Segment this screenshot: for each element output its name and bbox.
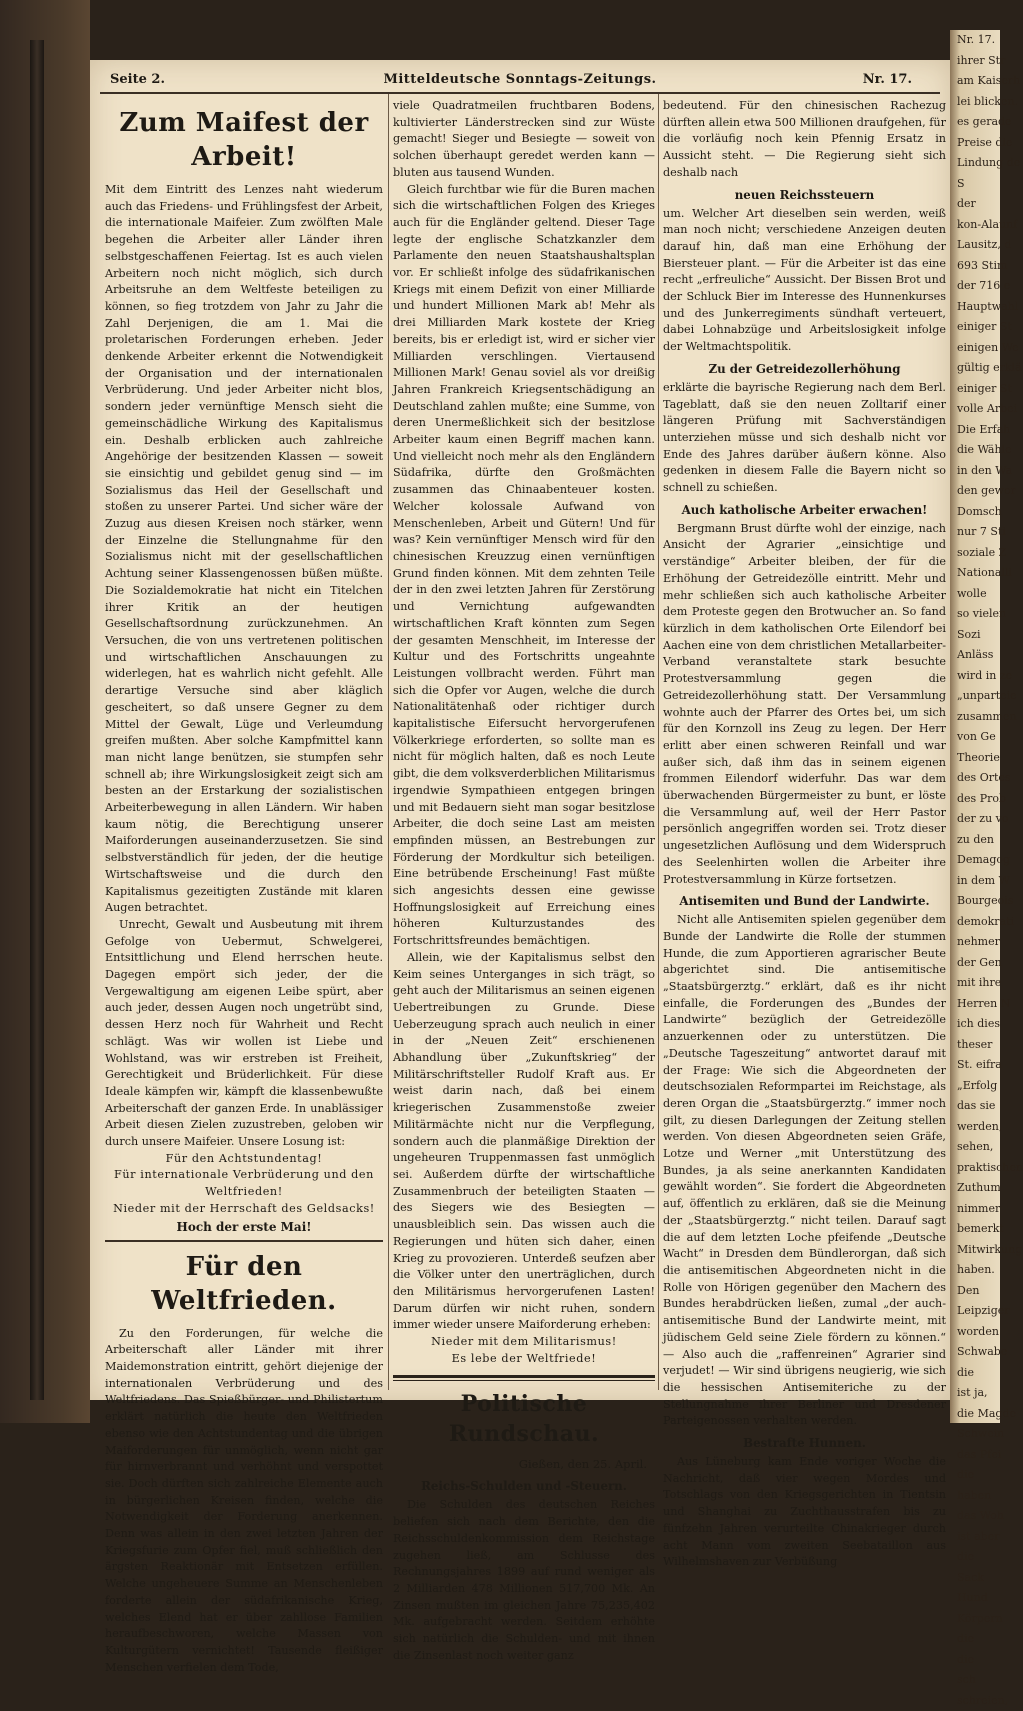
adjacent-page-fragment: zusammen bbox=[950, 707, 1000, 728]
adjacent-page-edge bbox=[950, 30, 1000, 1423]
column-divider bbox=[658, 94, 659, 1390]
news-subheading: Reichs-Schulden und -Steuern. bbox=[393, 1477, 655, 1495]
adjacent-page-fragment: Hauptwahl bbox=[950, 297, 1000, 318]
adjacent-page-fragment: Preise die bbox=[950, 133, 1000, 154]
adjacent-page-fragment: „unparteie bbox=[950, 686, 1000, 707]
adjacent-page-fragment: des Prob bbox=[950, 789, 1000, 810]
slogan-line: Nieder mit der Herrschaft des Geldsacks! bbox=[105, 1201, 383, 1218]
book-spine bbox=[30, 40, 44, 1400]
column-2 bbox=[393, 98, 655, 1390]
adjacent-page-fragment: Nr. 17. bbox=[950, 30, 1000, 51]
article-title: Zum Maifest der Arbeit! bbox=[105, 106, 383, 174]
column-1 bbox=[105, 98, 383, 1390]
adjacent-page-fragment: Mitwirkung bbox=[950, 1240, 1000, 1261]
header-rule bbox=[100, 92, 940, 94]
article-body: Zu den Forderungen, für welche die Arbeiterschaft aller Länder mit ihrer Maidemonstration eintritt, gehört diejenige der internationalen Verbrüderung und des Weltfriedens. Das Spießbürger- und Philistertum erklärt natürlich die heute den Weltfrieden ebenso wie den Achtstundentag und die übrigen Maiforderungen für unmöglich, wenn nicht gar für hirnverbrannt und verhöhnt und verspottet sie. Doch dürften sich zahlreiche Elemente auch in bürgerlichen Kreisen finden, welche die Notwendigkeit der Forderung anerkennen. Denn was allein in den zwei letzten Jahren der Kriegsfurie zum Opfer fiel, muß schließlich den ärgsten Reaktionär mit Entsetzen erfüllen. Welche ungeheuere Summe an Menschenleben forderte allein der südafrikanische Krieg, welches Elend hat er über zahllose Familien heraufbeschworen, welche Massen von Kulturgütern vernichtet! Tausende fleißiger Menschen verfielen dem Tode, bbox=[105, 1326, 383, 1677]
slogan-line: Für den Achtstundentag! bbox=[105, 1151, 383, 1168]
news-subheading: Bestrafte Hunnen. bbox=[663, 1434, 946, 1452]
column-3 bbox=[663, 98, 946, 1390]
adjacent-page-fragment: die Wähle bbox=[950, 440, 1000, 461]
article-body: Unrecht, Gewalt und Ausbeutung mit ihrem Gefolge von Uebermut, Schwelgerei, Entsittlichung und Elend herrschen heute. Dagegen empört sich jeder, der die Vergewaltigung am eigenen Leibe spürt, aber auch jeder, dessen Augen noch ungetrübt sind, dessen Herz noch für Wahrheit und Recht schlägt. Was wir wollen ist Liebe und Wohlstand, was wir erstreben ist Freiheit, Gerechtigkeit und Brüderlichkeit. Für diese Ideale kämpfen wir, kämpft die klassenbewußte Arbeiterschaft der ganzen Erde. In unablässiger Arbeit diesen Zielen zuzustreben, geloben wir durch unsere Maifeier. Unsere Losung ist: bbox=[105, 917, 383, 1151]
adjacent-page-fragment: Sack bbox=[950, 1568, 1000, 1589]
adjacent-page-fragment: haben bbox=[950, 1486, 1000, 1507]
adjacent-page-fragment: werden, bbox=[950, 1117, 1000, 1138]
adjacent-page-fragment: nehmer bbox=[950, 932, 1000, 953]
adjacent-page-fragment: worden bbox=[950, 1322, 1000, 1343]
adjacent-page-fragment: Demagog bbox=[950, 850, 1000, 871]
adjacent-page-fragment: den gewor bbox=[950, 481, 1000, 502]
article-body: Allein, wie der Kapitalismus selbst den Keim seines Unterganges in sich trägt, so geht auch der Militarismus an seinen eigenen Uebertreibungen zu Grunde. Diese Ueberzeugung sprach auch neulich in einer in der „Neuen Zeit“ erschienenen Abhandlung über „Zukunftskrieg“ der Militärschriftsteller Rudolf Kraft aus. Er weist darin nach, daß bei einem kriegerischen Zusammenstoße zweier Militärmächte nicht nur die Verpflegung, sondern auch die planmäßige Direktion der ungeheuren Truppenmassen fast unmöglich sei. Außerdem dürfte der wirtschaftliche Zusammenbruch der beteiligten Staaten — des Siegers wie des Besiegten — unausbleiblich sein. Das wissen auch die Regierungen und hüten sich daher, einen Krieg zu provozieren. Unterdeß seufzen aber die Völker unter den unerträglichen, durch den Militärismus hervorgerufenen Lasten! Darum dürfen wir nicht ruhen, sondern immer wieder unsere Maiforderung erheben: bbox=[393, 950, 655, 1334]
adjacent-page-fragment: Zuthum bbox=[950, 1178, 1000, 1199]
scanner-background bbox=[0, 0, 90, 1423]
adjacent-page-fragment: lei blicken. bbox=[950, 92, 1000, 113]
adjacent-page-fragment: des Ortes bbox=[950, 768, 1000, 789]
adjacent-page-fragment: der bbox=[950, 194, 1000, 215]
adjacent-page-fragment: es gerade bbox=[950, 112, 1000, 133]
article-body: Mit dem Eintritt des Lenzes naht wiederum auch das Friedens- und Frühlingsfest der Arbeit, die internationale Maifeier. Zum zwölften Male begehen die Arbeiter aller Länder ihren selbstgeschaffenen Feiertag. Ist es auch vielen Arbeitern noch nicht möglich, sich durch Arbeitsruhe an dem Weltfeste beteiligen zu können, so fieg trotzdem von Jahr zu Jahr die Zahl Derjenigen, die am 1. Mai die proletarischen Forderungen erheben. Jeder denkende Arbeiter erkennt die Notwendigkeit der Organisation und der internationalen Verbrüderung. Und jeder Arbeiter nicht blos, sondern jeder vernünftige Mensch sieht die gemeinschädliche Wirkung des Kapitalismus ein. Deshalb erblicken auch zahlreiche Angehörige der besitzenden Klassen — soweit sie einsichtig und gebildet genug sind — im Sozialismus das Heil der Gesellschaft und stoßen zu unserer Partei. Und sicher wäre der Zuzug aus diesen Kreisen noch stärker, wenn der Einzelne die Stellungnahme für den Sozialismus nicht mit der gesellschaftlichen Achtung seiner Klassengenossen büßen müßte. Die Sozialdemokratie hat nicht ein Titelchen ihrer Kritik an der heutigen Gesellschaftsordnung zurückzunehmen. An Versuchen, die von uns vertretenen politischen und wirtschaftlichen Anschauungen zu widerlegen, hat es wahrlich nicht gefehlt. Alle derartige Versuche sind aber kläglich gescheitert, so daß unsere Gegner zu dem Mittel der Gewalt, Lüge und Verleumdung greifen mußten. Aber solche Kampfmittel kann man nicht lange benützen, sie stumpfen sehr schnell ab; ihre Wirkungslosigkeit zeigt sich am besten an der Erstarkung der sozialistischen Arbeiterbewegung in allen Ländern. Wir haben kaum nötig, die Berechtigung unserer Maiforderungen auseinanderzusetzen. Sie sind selbstverständlich für jeden, der die heutige Wirtschaftsweise und die durch den Kapitalismus gezeitigten Zustände mit klaren Augen betrachtet. bbox=[105, 182, 383, 917]
adjacent-page-fragment: einiger St bbox=[950, 317, 1000, 338]
adjacent-page-fragment: sehen, bbox=[950, 1137, 1000, 1158]
adjacent-page-fragment: der Gen bbox=[950, 953, 1000, 974]
article-cheer: Hoch der erste Mai! bbox=[105, 1220, 383, 1234]
adjacent-page-fragment: Herren N bbox=[950, 994, 1000, 1015]
adjacent-page-fragment: kon-Alaunf bbox=[950, 215, 1000, 236]
adjacent-page-fragment: Bourgeois bbox=[950, 891, 1000, 912]
adjacent-page-fragment: sch bbox=[950, 1670, 1000, 1691]
adjacent-page-fragment: 693 Stim bbox=[950, 256, 1000, 277]
adjacent-page-fragment: Sozi bbox=[950, 625, 1000, 646]
article-body: Nicht alle Antisemiten spielen gegenüber dem Bunde der Landwirte die Rolle der stummen Hunde, die zum Apportieren agrarischer Beute abgerichtet sind. Die antisemitische „Staatsbürgerztg.“ erklärt, daß es ihr nicht einfalle, die Forderungen des „Bundes der Landwirte“ bezüglich der Getreidezölle anzuerkennen oder zu unterstützen. Die „Deutsche Tageszeitung“ antwortet darauf mit der Frage: Wie sich die Abgeordneten der deutschsozialen Reformpartei im Reichstage, als deren Organ die „Staatsbürgerztg.“ immer noch gilt, zu diesen Darlegungen der Zeitung stellen werden. Von diesen Abgeordneten seien Gräfe, Lotze und Werner „mit Unterstützung des Bundes, ja als seine anerkannten Kandidaten gewählt worden“. Sie fordert die Abgeordneten auf, öffentlich zu erklären, daß sie die Meinung der „Staatsbürgerztg.“ nicht teilen. Darauf sagt die auf dem letzten Loche pfeifende „Deutsche Wacht“ in Dresden dem Bündlerorgan, daß sich die antisemitischen Abgeordneten nicht in die Rolle von Hörigen gegenüber den Machern des Bundes herabdrücken ließen, zumal „der auch-antisemitische Bund der Landwirte meint, mit jüdischem Geld seine Ziele fördern zu können.“ — Also auch die „raffenreinen“ Agrarier sind verjudet! — Wir sind übrigens neugierig, wie sich die hessischen Antisemiteriche zu der Stellungnahme ihrer Berliner und Dresdener Parteigenossen verhalten werden. bbox=[663, 912, 946, 1430]
article-title: Für den Weltfrieden. bbox=[105, 1250, 383, 1318]
article-body: Bergmann Brust dürfte wohl der einzige, nach Ansicht der Agrarier „einsichtige und verständige“ Arbeiter bleiben, der für die Erhöhung der Getreidezölle eintritt. Mehr und mehr schließen sich auch katholische Arbeiter dem Proteste gegen den Brotwucher an. So fand kürzlich in dem katholischen Orte Eilendorf bei Aachen eine von dem christlichen Metallarbeiter-Verband veranstaltete stark besuchte Protestversammlung gegen die Getreidezollerhöhung statt. Der Versammlung wohnte auch der Pfarrer des Ortes bei, um sich für den Kornzoll ins Zeug zu legen. Der Herr erlitt aber einen schweren Reinfall und war außer sich, daß ihm das in seinem eigenen frommen Eilendorf widerfuhr. Das war dem überwachenden Bürgermeister zu bunt, er löste die Versammlung auf, weil der Herr Pastor persönlich angegriffen worden sei. Trotz dieser ungesetzlichen Auflösung und dem Widerspruch des Seelenhirten wollen die Arbeiter ihre Protestversammlung in Kürze fortsetzen. bbox=[663, 521, 946, 888]
adjacent-page-fragment: die bbox=[950, 1465, 1000, 1486]
adjacent-page-fragment: Körpern bbox=[950, 1609, 1000, 1630]
adjacent-page-fragment: wolle bbox=[950, 584, 1000, 605]
adjacent-page-fragment: haben. bbox=[950, 1260, 1000, 1281]
adjacent-page-fragment: Theorie bbox=[950, 748, 1000, 769]
adjacent-page-fragment: Die Erfah bbox=[950, 420, 1000, 441]
news-subheading: neuen Reichssteuern bbox=[663, 186, 946, 204]
adjacent-page-fragment: schreien, bbox=[950, 1691, 1000, 1711]
news-subheading: Zu der Getreidezollerhöhung bbox=[663, 360, 946, 378]
adjacent-page-fragment: demokrati bbox=[950, 912, 1000, 933]
article-body: Aus Lüneburg kam Ende voriger Woche die Nachricht, daß vier wegen Mordes und Totschlags von den Kriegsgerichten in Tientsin und Shanghai zu Zuchthausstrafen bis zu fünfzehn Jahren verurteilte Chinakrieger durch acht Mann vom zweiten Seebataillon aus Wilhelmshaven zur Verbüßung bbox=[663, 1454, 946, 1571]
adjacent-page-fragment: St. eifra bbox=[950, 1055, 1000, 1076]
adjacent-page-fragment: Anläss bbox=[950, 645, 1000, 666]
adjacent-page-fragment: Domsch bbox=[950, 502, 1000, 523]
adjacent-page-fragment: gültig erklä bbox=[950, 358, 1000, 379]
adjacent-page-fragment: volle Arbei bbox=[950, 399, 1000, 420]
adjacent-page-fragment: die Magde bbox=[950, 1404, 1000, 1425]
adjacent-page-fragment: der 716 e bbox=[950, 276, 1000, 297]
adjacent-page-fragment: nimmer bbox=[950, 1199, 1000, 1220]
adjacent-page-fragment: zu den bbox=[950, 830, 1000, 851]
adjacent-page-fragment: bemerkt bbox=[950, 1219, 1000, 1240]
article-body: um. Welcher Art dieselben sein werden, weiß man noch nicht; verschiedene Anzeigen deuten darauf hin, daß man eine Erhöhung der Biersteuer plant. — Für die Arbeiter ist das eine recht „erfreuliche“ Aussicht. Der Bissen Brot und der Schluck Bier im Interesse des Hunnenkurses und des Junkerregiments sündhaft verteuert, dabei Lohnabzüge und Arbeitslosigkeit infolge der Weltmachtspolitik. bbox=[663, 206, 946, 356]
adjacent-page-fragment: einigen We bbox=[950, 338, 1000, 359]
adjacent-page-fragment: theser bbox=[950, 1035, 1000, 1056]
adjacent-page-fragment: „Erfolg bbox=[950, 1076, 1000, 1097]
slogan-line: Nieder mit dem Militarismus! bbox=[393, 1334, 655, 1351]
adjacent-page-fragment: ist aber bbox=[950, 1527, 1000, 1548]
adjacent-page-fragment: das Woh bbox=[950, 1506, 1000, 1527]
article-body: viele Quadratmeilen fruchtbaren Bodens, kultivierter Länderstrecken sind zur Wüste gemacht! Sieger und Besiegte — soweit von solchen überhaupt geredet werden kann — bluten aus tausend Wunden. bbox=[393, 98, 655, 182]
adjacent-page-fragment: in den Wa bbox=[950, 461, 1000, 482]
news-subheading: Antisemiten und Bund der Landwirte. bbox=[663, 892, 946, 910]
adjacent-page-fragment: praktischen bbox=[950, 1158, 1000, 1179]
adjacent-page-fragment: mit ihre bbox=[950, 973, 1000, 994]
adjacent-page-fragment: Den bbox=[950, 1281, 1000, 1302]
news-subheading: Auch katholische Arbeiter erwachen! bbox=[663, 501, 946, 519]
adjacent-page-fragment: Leipziger bbox=[950, 1301, 1000, 1322]
slogan-line: Für internationale Verbrüderung und den Weltfrieden! bbox=[105, 1167, 383, 1200]
section-title: Politische Rundschau. bbox=[393, 1389, 655, 1449]
adjacent-page-fragment: die bbox=[950, 1547, 1000, 1568]
adjacent-page-fragment: die bbox=[950, 1629, 1000, 1650]
adjacent-page-fragment: soziale Z bbox=[950, 543, 1000, 564]
adjacent-page-fragment: in dem W bbox=[950, 871, 1000, 892]
page-header bbox=[90, 66, 950, 94]
dateline: Gießen, den 25. April. bbox=[393, 1455, 655, 1473]
adjacent-page-fragment: der zu vo bbox=[950, 809, 1000, 830]
adjacent-page-fragment: die bbox=[950, 1363, 1000, 1384]
adjacent-page-fragment: von Ge bbox=[950, 727, 1000, 748]
issue-number: Nr. 17. bbox=[863, 72, 912, 87]
adjacent-page-fragment: so vielen bbox=[950, 604, 1000, 625]
adjacent-page-fragment: Lindung de bbox=[950, 153, 1000, 174]
adjacent-page-fragment: ich dies bbox=[950, 1014, 1000, 1035]
section-separator bbox=[393, 1375, 655, 1381]
adjacent-page-fragment: Schwein bbox=[950, 1424, 1000, 1445]
adjacent-page-fragment: Schwabe bbox=[950, 1342, 1000, 1363]
adjacent-page-fragment: ist ja, bbox=[950, 1383, 1000, 1404]
adjacent-page-fragment: nur 7 Sti bbox=[950, 522, 1000, 543]
page-label: Seite 2. bbox=[110, 72, 165, 87]
adjacent-page-fragment: die bbox=[950, 1650, 1000, 1671]
article-body: Gleich furchtbar wie für die Buren machen sich die wirtschaftlichen Folgen des Krieges auch für die Engländer geltend. Dieser Tage legte der englische Schatzkanzler dem Parlamente den neuen Staatshaushaltsplan vor. Er schließt infolge des südafrikanischen Kriegs mit einem Defizit von einer Milliarde und hundert Millionen Mark ab! Mehr als drei Milliarden Mark kostete der Krieg bereits, bis er erledigt ist, wird er sicher vier Milliarden verschlingen. Viertausend Millionen Mark! Genau soviel als vor dreißig Jahren Frankreich Kriegsentschädigung an Deutschland zahlen mußte; eine Summe, von deren Unermeßlichkeit sich der besitzlose Arbeiter kaum einen Begriff machen kann. Und vielleicht noch mehr als den Engländern Südafrika, dürfte den Großmächten zusammen das Chinaabenteuer kosten. Welcher kolossale Aufwand von Menschenleben, Arbeit und Gütern! Und für was? Kein vernünftiger Mensch wird für den chinesischen Kreuzzug einen vernünftigen Grund finden können. Mit dem zehnten Teile der in den zwei letzten Jahren für Zerstörung und Vernichtung aufgewandten wirtschaftlichen Kraft könnten zum Segen der gesamten Menschheit, im Interesse der Kultur und des Fortschritts ungeahnte Leistungen vollbracht werden. Führt man sich die Opfer vor Augen, welche die durch Nationalitätenhaß oder richtiger durch kapitalistische Eifersucht hervorgerufenen Völkerkriege erforderten, so sollte man es nicht für möglich halten, daß es noch Leute gibt, die dem volksverderblichen Militarismus irgendwie Sympathieen entgegen bringen und mit Bedauern sieht man sogar besitzlose Arbeiter, die doch seine Last am meisten empfinden müssen, an Bestrebungen zur Förderung der Mordkultur sich beteiligen. Eine betrübende Erscheinung! Fast müßte sich angesichts dessen eine gewisse Hoffnungslosigkeit auf Erreichung eines höheren Kulturzustandes des Fortschrittsfreundes bemächtigen. bbox=[393, 182, 655, 950]
article-body: bedeutend. Für den chinesischen Rachezug dürften allein etwa 500 Millionen draufgehen, für die vorläufig noch kein Pfennig Ersatz in Aussicht steht. — Die Regierung sieht sich deshalb nach bbox=[663, 98, 946, 182]
adjacent-page-fragment: einiger St bbox=[950, 379, 1000, 400]
adjacent-page-fragment: Lausitz, d bbox=[950, 235, 1000, 256]
paper-title: Mitteldeutsche Sonntags-Zeitungs. bbox=[90, 72, 950, 87]
article-separator bbox=[105, 1240, 383, 1242]
adjacent-page-fragment: S bbox=[950, 174, 1000, 195]
adjacent-page-fragment: am Kaiserh bbox=[950, 71, 1000, 92]
adjacent-page-fragment: das Pfei bbox=[950, 1445, 1000, 1466]
adjacent-page-fragment: wird in ze bbox=[950, 666, 1000, 687]
adjacent-page-fragment: Hund bbox=[950, 1588, 1000, 1609]
article-body: erklärte die bayrische Regierung nach dem Berl. Tageblatt, daß sie den neuen Zolltarif einer längeren Prüfung mit Sachverständigen unterziehen müsse und sich deshalb nicht vor Ende des Jahres darüber äußern könne. Also gedenken in diesem Falle die Bayern nicht so schnell zu schießen. bbox=[663, 380, 946, 497]
adjacent-page-fragment: das sie bbox=[950, 1096, 1000, 1117]
adjacent-page-fragment: Nationalli bbox=[950, 563, 1000, 584]
article-body: Die Schulden des deutschen Reiches beliefen sich nach dem Berichte, den die Reichsschuldenkommission dem Reichstage zugehen ließ, am Schlusse des Rechnungsjahres 1899 auf rund weniger als 2 Milliarden 478 Millionen 517,700 Mk. An Zinsen mußten im gleichen Jahre 75,235,402 Mk. aufgebracht werden. Seitdem erhöhte sich natürlich die Schulden- und mit ihnen die Zinsenlast noch weiter ganz bbox=[393, 1497, 655, 1664]
column-divider bbox=[388, 94, 389, 1390]
adjacent-page-fragment: ihrer Str bbox=[950, 51, 1000, 72]
newspaper-page bbox=[90, 60, 950, 1400]
slogan-line: Es lebe der Weltfriede! bbox=[393, 1351, 655, 1368]
